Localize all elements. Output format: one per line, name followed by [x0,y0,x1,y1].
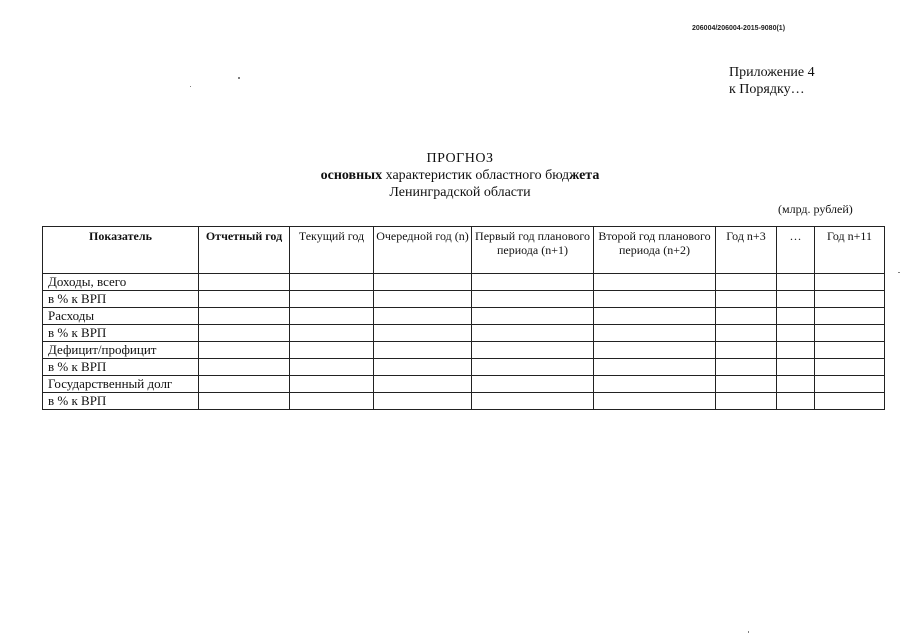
table-row [43,359,885,376]
column-header: Первый год планового периода (n+1) [472,227,594,274]
table-cell[interactable] [290,308,374,325]
table-cell[interactable] [815,342,885,359]
table-cell[interactable] [594,308,716,325]
table-cell[interactable] [777,291,815,308]
table-cell[interactable] [777,393,815,410]
table-cell[interactable] [199,393,290,410]
table-row [43,376,885,393]
table-cell[interactable] [777,342,815,359]
title-line-3: Ленинградской области [389,185,531,200]
table-cell[interactable] [374,291,472,308]
table-cell[interactable] [716,308,777,325]
table-cell[interactable] [374,308,472,325]
table-cell[interactable] [472,274,594,291]
column-header: Год n+3 [716,227,777,274]
row-label: в % к ВРП [43,291,199,308]
table-cell[interactable] [815,274,885,291]
row-label: Государственный долг [43,376,199,393]
table-cell[interactable] [815,291,885,308]
table-cell[interactable] [290,291,374,308]
table-cell[interactable] [777,274,815,291]
column-header: Показатель [43,227,199,274]
table-cell[interactable] [374,342,472,359]
table-row [43,291,885,308]
table-cell[interactable] [199,274,290,291]
table-cell[interactable] [716,274,777,291]
table-cell[interactable] [716,359,777,376]
column-header: Текущий год [290,227,374,274]
table-cell[interactable] [290,376,374,393]
table-cell[interactable] [374,325,472,342]
table-cell[interactable] [472,342,594,359]
table-row [43,342,885,359]
table-cell[interactable] [290,359,374,376]
table-cell[interactable] [815,359,885,376]
table-cell[interactable] [815,393,885,410]
scan-speck [238,77,240,79]
scan-speck [748,631,749,633]
table-cell[interactable] [199,325,290,342]
title-line-2-bold-end: жета [569,168,600,183]
table-cell[interactable] [472,376,594,393]
table-cell[interactable] [472,393,594,410]
table-cell[interactable] [374,359,472,376]
row-label: в % к ВРП [43,359,199,376]
table-cell[interactable] [716,325,777,342]
scan-speck [190,86,191,87]
table-cell[interactable] [716,291,777,308]
appendix-line-1: Приложение 4 [729,65,815,80]
forecast-table [42,226,885,410]
table-row [43,393,885,410]
title-line-2 [250,167,670,184]
table-row [43,325,885,342]
table-cell[interactable] [199,308,290,325]
table-body [43,274,885,410]
table-cell[interactable] [374,376,472,393]
table-cell[interactable] [290,274,374,291]
row-label: в % к ВРП [43,325,199,342]
table-cell[interactable] [777,308,815,325]
appendix-line-2: к Порядку… [729,82,805,97]
table-cell[interactable] [472,325,594,342]
table-cell[interactable] [199,291,290,308]
table-cell[interactable] [594,274,716,291]
column-header: Второй год планового периода (n+2) [594,227,716,274]
scan-speck [898,272,900,273]
table-cell[interactable] [199,342,290,359]
table-cell[interactable] [815,308,885,325]
table-row [43,274,885,291]
column-header: … [777,227,815,274]
table-cell[interactable] [594,291,716,308]
table-cell[interactable] [199,359,290,376]
table-cell[interactable] [374,274,472,291]
table-cell[interactable] [290,342,374,359]
table-cell[interactable] [815,376,885,393]
table-cell[interactable] [472,359,594,376]
table-cell[interactable] [290,325,374,342]
title-line-2-bold: основных [320,168,383,183]
document-title [250,150,670,201]
table-cell[interactable] [777,325,815,342]
column-header: Год n+11 [815,227,885,274]
document-id: 206004/206004-2015-9080(1) [692,25,786,32]
table-row [43,308,885,325]
column-header: Отчетный год [199,227,290,274]
table-header-row [43,227,885,274]
title-line-1: ПРОГНОЗ [426,151,494,166]
table-cell[interactable] [594,325,716,342]
column-header: Очередной год (n) [374,227,472,274]
table-cell[interactable] [472,308,594,325]
table-cell[interactable] [716,376,777,393]
row-label: Дефицит/профицит [43,342,199,359]
table-cell[interactable] [716,342,777,359]
table-cell[interactable] [290,393,374,410]
row-label: в % к ВРП [43,393,199,410]
title-line-2-rest: характеристик областного бюд [382,168,570,183]
table-cell[interactable] [716,393,777,410]
table-cell[interactable] [594,393,716,410]
table-cell[interactable] [815,325,885,342]
table-cell[interactable] [594,359,716,376]
table-cell[interactable] [594,342,716,359]
units-label: (млрд. рублей) [778,202,853,216]
row-label: Доходы, всего [43,274,199,291]
table-cell[interactable] [472,291,594,308]
table-cell[interactable] [374,393,472,410]
table-cell[interactable] [199,376,290,393]
row-label: Расходы [43,308,199,325]
table-cell[interactable] [777,359,815,376]
table-cell[interactable] [594,376,716,393]
appendix-reference [729,64,815,98]
table-cell[interactable] [777,376,815,393]
